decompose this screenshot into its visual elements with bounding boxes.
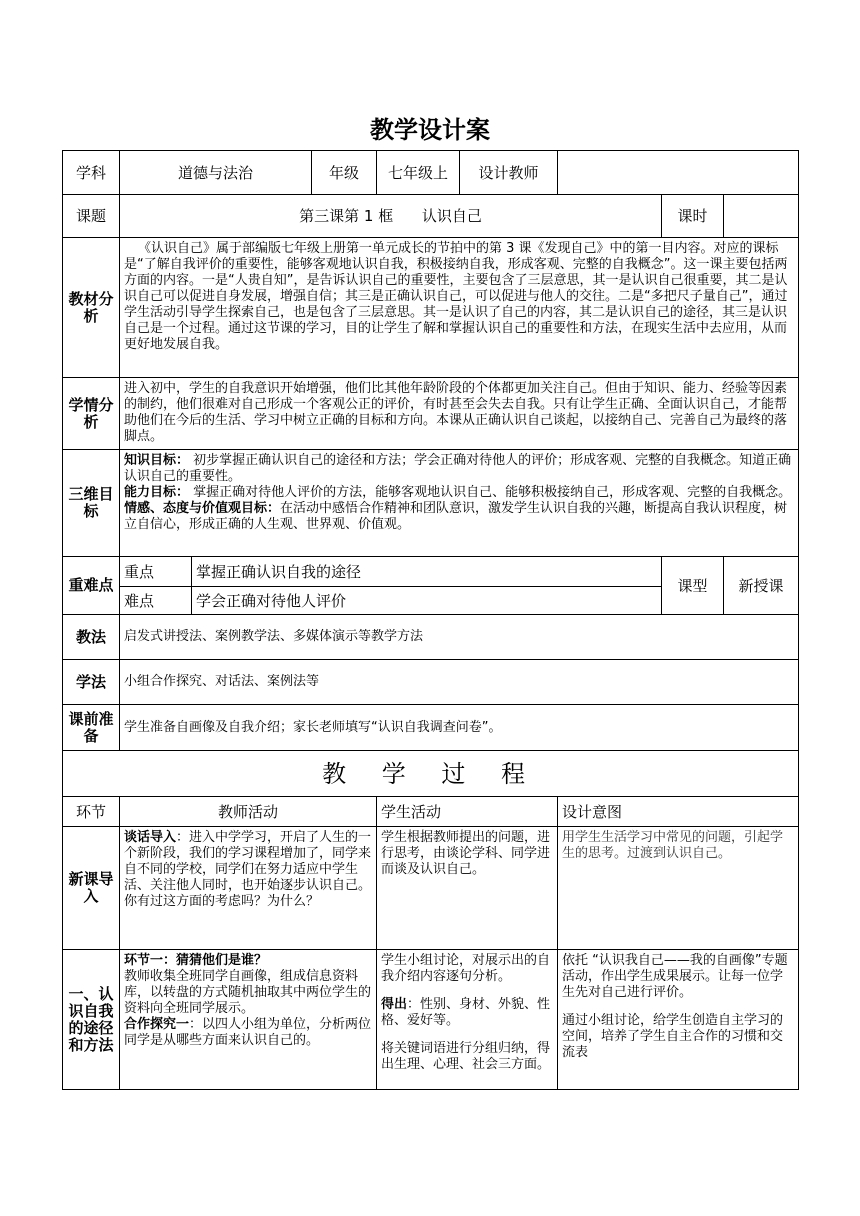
teaching-method-row [63, 615, 799, 660]
process-header-intent: 设计意图 [558, 797, 799, 827]
designer-value [558, 151, 799, 195]
process-header-row [63, 797, 799, 827]
process-header-student: 学生活动 [377, 797, 558, 827]
grade-label: 年级 [312, 151, 377, 195]
lesson-plan-table [62, 150, 798, 1090]
preparation-row [63, 705, 799, 751]
process-teacher-stage-1 [120, 950, 377, 1090]
process-header-teacher: 教师活动 [120, 797, 377, 827]
stage1-teacher-text2: ：以四人小组为单位，分析两位同学是从哪些方面来认识自己的。 [124, 1017, 372, 1048]
intro-teacher-bold: 谈话导入 [124, 830, 177, 845]
stage1-student-text1: 学生小组讨论，对展示出的自我介绍内容逐句分析。 [381, 953, 551, 984]
topic-value: 第三课第 1 框 认识自己 [120, 195, 662, 238]
process-stage-1: 一、认识自我的途径和方法 [63, 950, 120, 1090]
process-title: 教 学 过 程 [63, 751, 799, 797]
subject-value: 道德与法治 [120, 151, 312, 195]
stage1-student-text3: 将关键词语进行分组归纳，得出生理、心理、社会三方面。 [381, 1041, 551, 1072]
difficult-point-label: 难点 [120, 587, 192, 615]
material-analysis-text: 《认识自己》属于部编版七年级上册第一单元成长的节拍中的第 3 课《发现自己》中的第一目内容。对应的课标是“了解自我评价的重要性，能够客观地认识自我，积极接纳自我，形成客观、完整的自我概念”。这一课主要包括两方面的内容。一是“人贵自知”，是告诉认识自己的重要性，主要包含了三层意思，其一是认识自己很重要，其二是认识自己可以促进自身发展，增强自信；其三是正确认识自己，可以促进与他人的交往。二是“多把尺子量自己”，通过学生活动引导学生探索自己，也是包含了三层意思。其一是认识了自己的内容，其二是认识自己的途径，其三是认识自己是一个过程。通过这节课的学习，目的让学生了解和掌握认识自己的重要性和方法，在现实生活中去应用，从而更好地发展自我。 [120, 238, 799, 378]
key-point-label: 重点 [120, 557, 192, 587]
process-row-intro [63, 827, 799, 950]
student-analysis-label: 学情分析 [63, 378, 120, 450]
page-title: 教学设计案 [370, 116, 490, 144]
student-analysis-row [63, 378, 799, 450]
grade-value: 七年级上 [377, 151, 460, 195]
student-analysis-text: 进入初中，学生的自我意识开始增强，他们比其他年龄阶段的个体都更加关注自己。但由于知识、能力、经验等因素的制约，他们很难对自己形成一个客观公正的评价，有时甚至会失去自我。只有让学生正确、全面认识自己，才能帮助他们在今后的生活、学习中树立正确的目标和方向。本课从正确认识自己谈起，以接纳自己、完善自己为最终的落脚点。 [120, 378, 799, 450]
designer-label: 设计教师 [460, 151, 558, 195]
stage1-intent-text1: 依托 “认识我自己——我的自画像”专题活动，作出学生成果展示。让每一位学生先对自己进行评价。 [562, 953, 788, 1000]
stage1-student-text2: ：性别、身材、外貌、性格、爱好等。 [381, 997, 551, 1028]
objectives-content [120, 450, 799, 557]
knowledge-objective-label: 知识目标： [124, 453, 190, 468]
intro-teacher-text: ：进入中学学习，开启了人生的一个新阶段，我们的学习课程增加了，同学来自不同的学校，同学们在努力适应中学生活、关注他人同时，也开始逐步认识自己。你有过这方面的考虑吗？为什么？ [124, 830, 372, 909]
learning-method-label: 学法 [63, 660, 120, 705]
process-intent-stage-1 [558, 950, 799, 1090]
learning-method-row [63, 660, 799, 705]
teaching-method-label: 教法 [63, 615, 120, 660]
learning-method-text: 小组合作探究、对话法、案例法等 [120, 660, 799, 705]
process-row-stage-1 [63, 950, 799, 1090]
key-difficult-label: 重难点 [63, 557, 120, 615]
objectives-label: 三维目标 [63, 450, 120, 557]
stage1-student-bold2: 得出 [381, 997, 408, 1012]
subject-label: 学科 [63, 151, 120, 195]
topic-row [63, 195, 799, 238]
preparation-label: 课前准备 [63, 705, 120, 751]
emotion-objective-text: 在活动中感悟合作精神和团队意识，激发学生认识自我的兴趣，断提高自我认识程度，树立自信心，形成正确的人生观、世界观、价值观。 [124, 501, 788, 532]
process-stage-intro: 新课导入 [63, 827, 120, 950]
lesson-type-value: 新授课 [724, 557, 799, 615]
process-student-intro: 学生根据教师提出的问题，进行思考，由谈论学科、同学进而谈及认识自己。 [377, 827, 558, 950]
process-header-stage: 环节 [63, 797, 120, 827]
process-title-row [63, 751, 799, 797]
ability-objective-text: 掌握正确对待他人评价的方法，能够客观地认识自己、能够积极接纳自己，形成客观、完整的自我概念。 [189, 485, 792, 500]
process-student-stage-1 [377, 950, 558, 1090]
material-analysis-row [63, 238, 799, 378]
difficult-point-text: 学会正确对待他人评价 [192, 587, 662, 615]
material-analysis-label: 教材分析 [63, 238, 120, 378]
hours-label: 课时 [662, 195, 724, 238]
process-teacher-intro [120, 827, 377, 950]
preparation-text: 学生准备自画像及自我介绍；家长老师填写“认识自我调查问卷”。 [120, 705, 799, 751]
stage1-intent-text2: 通过小组讨论，给学生创造自主学习的空间，培养了学生自主合作的习惯和交流表 [562, 1013, 784, 1060]
process-intent-intro: 用学生生活学习中常见的问题，引起学生的思考。过渡到认识自己。 [558, 827, 799, 950]
topic-label: 课题 [63, 195, 120, 238]
objectives-row [63, 450, 799, 557]
ability-objective-label: 能力目标： [124, 485, 190, 500]
key-point-row [63, 557, 799, 587]
emotion-objective-label: 情感、态度与价值观目标： [124, 501, 281, 516]
stage1-teacher-bold2: 合作探究一 [124, 1017, 190, 1032]
knowledge-objective-text: 初步掌握正确认识自己的途径和方法；学会正确对待他人的评价；形成客观、完整的自我概念。知道正确认识自己的重要性。 [124, 453, 792, 484]
stage1-teacher-text1: 教师收集全班同学自画像，组成信息资料库，以转盘的方式随机抽取其中两位学生的资料向全班同学展示。 [124, 969, 372, 1016]
hours-value [724, 195, 799, 238]
lesson-type-label: 课型 [662, 557, 724, 615]
stage1-teacher-bold1: 环节一：猜猜他们是谁？ [124, 953, 268, 968]
key-point-text: 掌握正确认识自我的途径 [192, 557, 662, 587]
header-row [63, 151, 799, 195]
teaching-method-text: 启发式讲授法、案例教学法、多媒体演示等教学方法 [120, 615, 799, 660]
